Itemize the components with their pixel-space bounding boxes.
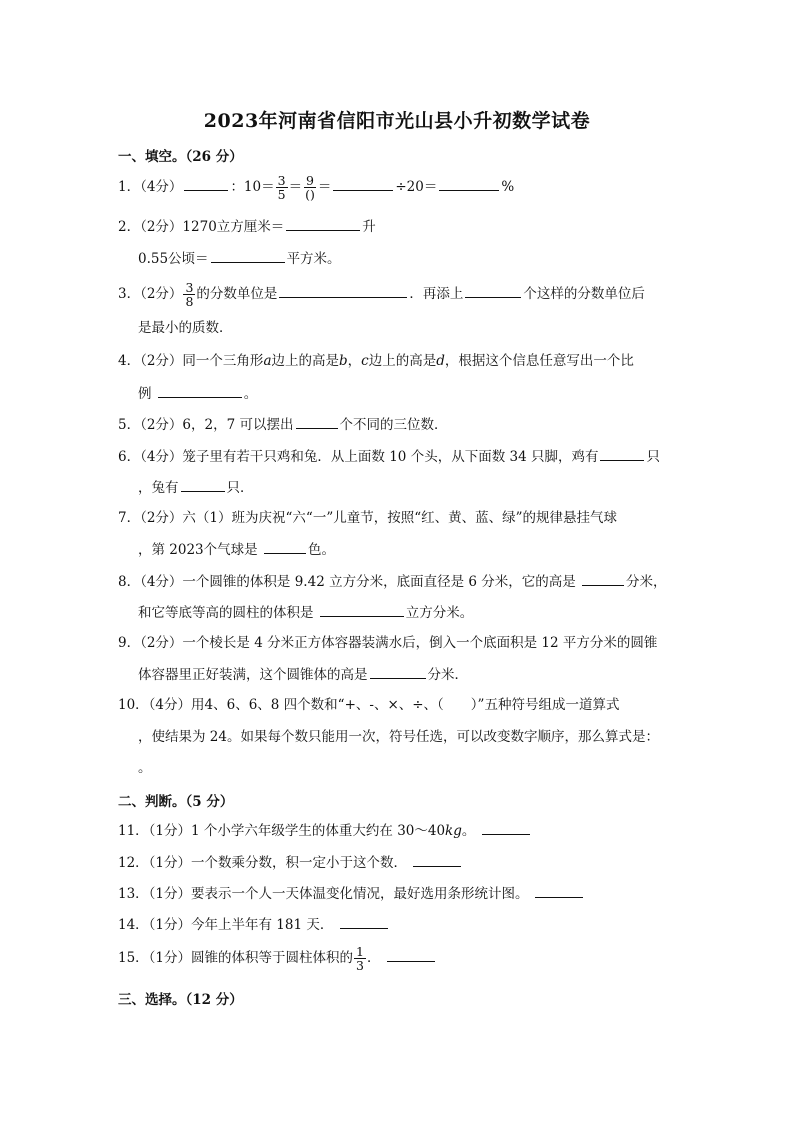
fraction-numerator: 9 <box>305 173 314 188</box>
question-text: 例 <box>138 386 152 402</box>
question-text: 分米． <box>427 667 468 683</box>
answer-blank[interactable] <box>279 283 407 298</box>
fraction-denominator: () <box>305 187 315 202</box>
question-text: 平方米。 <box>286 251 341 267</box>
question-text: 是最小的质数． <box>138 320 233 336</box>
section-heading-multiple-choice: 三、选择。（12 分） <box>118 992 243 1008</box>
answer-blank[interactable] <box>439 176 499 191</box>
question-text: 12．（1分）一个数乘分数，积一定小于这个数． <box>118 855 408 871</box>
question-text: 10．（4分）用4、6、6、8 四个数和“+、-、×、÷、（ ）”五种符号组成一道算式 <box>118 697 620 713</box>
answer-blank[interactable] <box>413 852 461 867</box>
question-text: 立方分米。 <box>405 605 474 621</box>
question-text: 个不同的三位数． <box>339 417 448 433</box>
answer-blank[interactable] <box>211 248 285 263</box>
question-text: ：10＝ <box>230 179 275 195</box>
question-10-cont <box>138 727 698 747</box>
question-text: 色。 <box>307 542 335 558</box>
fraction-denominator: 3 <box>356 958 364 973</box>
unit-text: kg <box>445 823 462 839</box>
question-10 <box>118 695 678 715</box>
question-10-cont2 <box>138 758 698 778</box>
fraction <box>354 945 366 972</box>
answer-blank[interactable] <box>340 914 388 929</box>
question-2-cont <box>138 248 698 269</box>
answer-blank[interactable] <box>296 414 338 429</box>
question-2 <box>118 216 678 237</box>
question-text: 个这样的分数单位后 <box>523 286 645 302</box>
question-14 <box>118 914 678 935</box>
answer-blank[interactable] <box>387 947 435 962</box>
question-text: 11．（1分）1 个小学六年级学生的体重大约在 30～40 <box>118 823 446 839</box>
question-text: ，根据这个信息任意写出一个比 <box>444 353 634 369</box>
question-1 <box>118 174 678 201</box>
question-text: 体容器里正好装满，这个圆锥体的高是 <box>138 667 368 683</box>
question-13 <box>118 883 678 904</box>
question-text: 分米， <box>626 574 667 590</box>
question-text: ＝ <box>317 179 332 195</box>
question-text: ÷20＝ <box>395 179 438 195</box>
question-text: 14．（1分）今年上半年有 181 天． <box>118 917 334 933</box>
question-text: ，第 2023个气球是 <box>138 542 258 558</box>
fraction-numerator: 3 <box>185 280 194 295</box>
question-1-number: 1．（4分） <box>118 179 183 195</box>
question-text: 4．（2分）同一个三角形 <box>118 353 264 369</box>
answer-blank[interactable] <box>582 571 624 586</box>
answer-blank[interactable] <box>286 216 360 231</box>
answer-blank[interactable] <box>264 539 306 554</box>
question-text: ，使结果为 24。如果每个数只能用一次，符号任选，可以改变数字顺序，那么算式是： <box>138 729 659 745</box>
variable: b <box>339 353 348 369</box>
fraction-denominator: 5 <box>277 187 286 202</box>
answer-blank[interactable] <box>600 446 644 461</box>
question-text: 0.55公顷＝ <box>138 251 209 267</box>
question-3 <box>118 281 678 308</box>
answer-blank[interactable] <box>482 820 530 835</box>
question-15 <box>118 945 678 972</box>
variable: c <box>361 353 369 369</box>
question-7-cont <box>138 539 698 560</box>
question-text: 。 <box>243 386 258 402</box>
question-text: 只 <box>646 449 660 465</box>
question-text: 和它等底等高的圆柱的体积是 <box>138 605 314 621</box>
question-text: 边上的高是 <box>271 353 339 369</box>
question-text: ． <box>366 950 381 966</box>
question-9 <box>118 633 678 653</box>
question-text: ，兔有 <box>138 480 179 496</box>
variable: a <box>263 353 272 369</box>
question-text: ．再添上 <box>409 286 464 302</box>
fraction-denominator: 8 <box>185 294 194 309</box>
variable: d <box>436 353 445 369</box>
question-4-cont <box>138 383 698 404</box>
answer-blank[interactable] <box>370 664 426 679</box>
answer-blank[interactable] <box>465 283 521 298</box>
question-text: 13．（1分）要表示一个人一天体温变化情况，最好选用条形统计图。 <box>118 886 529 902</box>
question-8-cont <box>138 602 698 623</box>
question-text: 5．（2分）6，2，7 可以摆出 <box>118 417 294 433</box>
question-text: 只． <box>226 480 254 496</box>
answer-blank[interactable] <box>158 383 242 398</box>
section-heading-fill-in: 一、填空。（26 分） <box>118 149 243 165</box>
question-3-cont <box>138 318 698 338</box>
question-text: 。 <box>461 823 476 839</box>
answer-blank[interactable] <box>535 883 583 898</box>
question-text: 15．（1分）圆锥的体积等于圆柱体积的 <box>118 950 354 966</box>
question-4 <box>118 351 678 371</box>
fraction <box>276 174 288 201</box>
fraction-numerator: 1 <box>356 944 364 959</box>
question-text: 3．（2分） <box>118 286 183 302</box>
question-11 <box>118 820 678 841</box>
question-text: ＝ <box>288 179 303 195</box>
question-text: 6．（4分）笼子里有若干只鸡和兔．从上面数 10 个头，从下面数 34 只脚，鸡有 <box>118 449 599 465</box>
page-title: 2023年河南省信阳市光山县小升初数学试卷 <box>203 110 591 132</box>
question-text: ， <box>347 353 362 369</box>
answer-blank[interactable] <box>333 176 393 191</box>
question-text: 7．（2分）六（1）班为庆祝“六“一”儿童节，按照“红、黄、蓝、绿”的规律悬挂气球 <box>118 510 618 526</box>
question-6 <box>118 446 678 467</box>
question-text: 的分数单位是 <box>196 286 278 302</box>
question-9-cont <box>138 664 698 685</box>
answer-blank[interactable] <box>181 477 225 492</box>
question-text: 9．（2分）一个棱长是 4 分米正方体容器装满水后，倒入一个底面积是 12 平方分米的圆锥 <box>118 635 658 651</box>
answer-blank[interactable] <box>184 176 228 191</box>
question-text: 2．（2分）1270立方厘米＝ <box>118 219 285 235</box>
question-8 <box>118 571 678 592</box>
question-text: % <box>501 179 515 195</box>
question-7 <box>118 508 678 528</box>
question-text: 8．（4分）一个圆锥的体积是 9.42 立方分米，底面直径是 6 分米，它的高是 <box>118 574 576 590</box>
section-heading-true-false: 二、判断。（5 分） <box>118 794 234 810</box>
question-text: 。 <box>138 760 152 776</box>
question-text: 升 <box>362 219 376 235</box>
question-5 <box>118 414 678 435</box>
question-12 <box>118 852 678 873</box>
question-text: 边上的高是 <box>368 353 437 369</box>
fraction <box>303 174 317 201</box>
fraction <box>183 281 195 308</box>
question-6-cont <box>138 477 698 498</box>
fraction-numerator: 3 <box>277 173 286 188</box>
answer-blank[interactable] <box>320 602 404 617</box>
